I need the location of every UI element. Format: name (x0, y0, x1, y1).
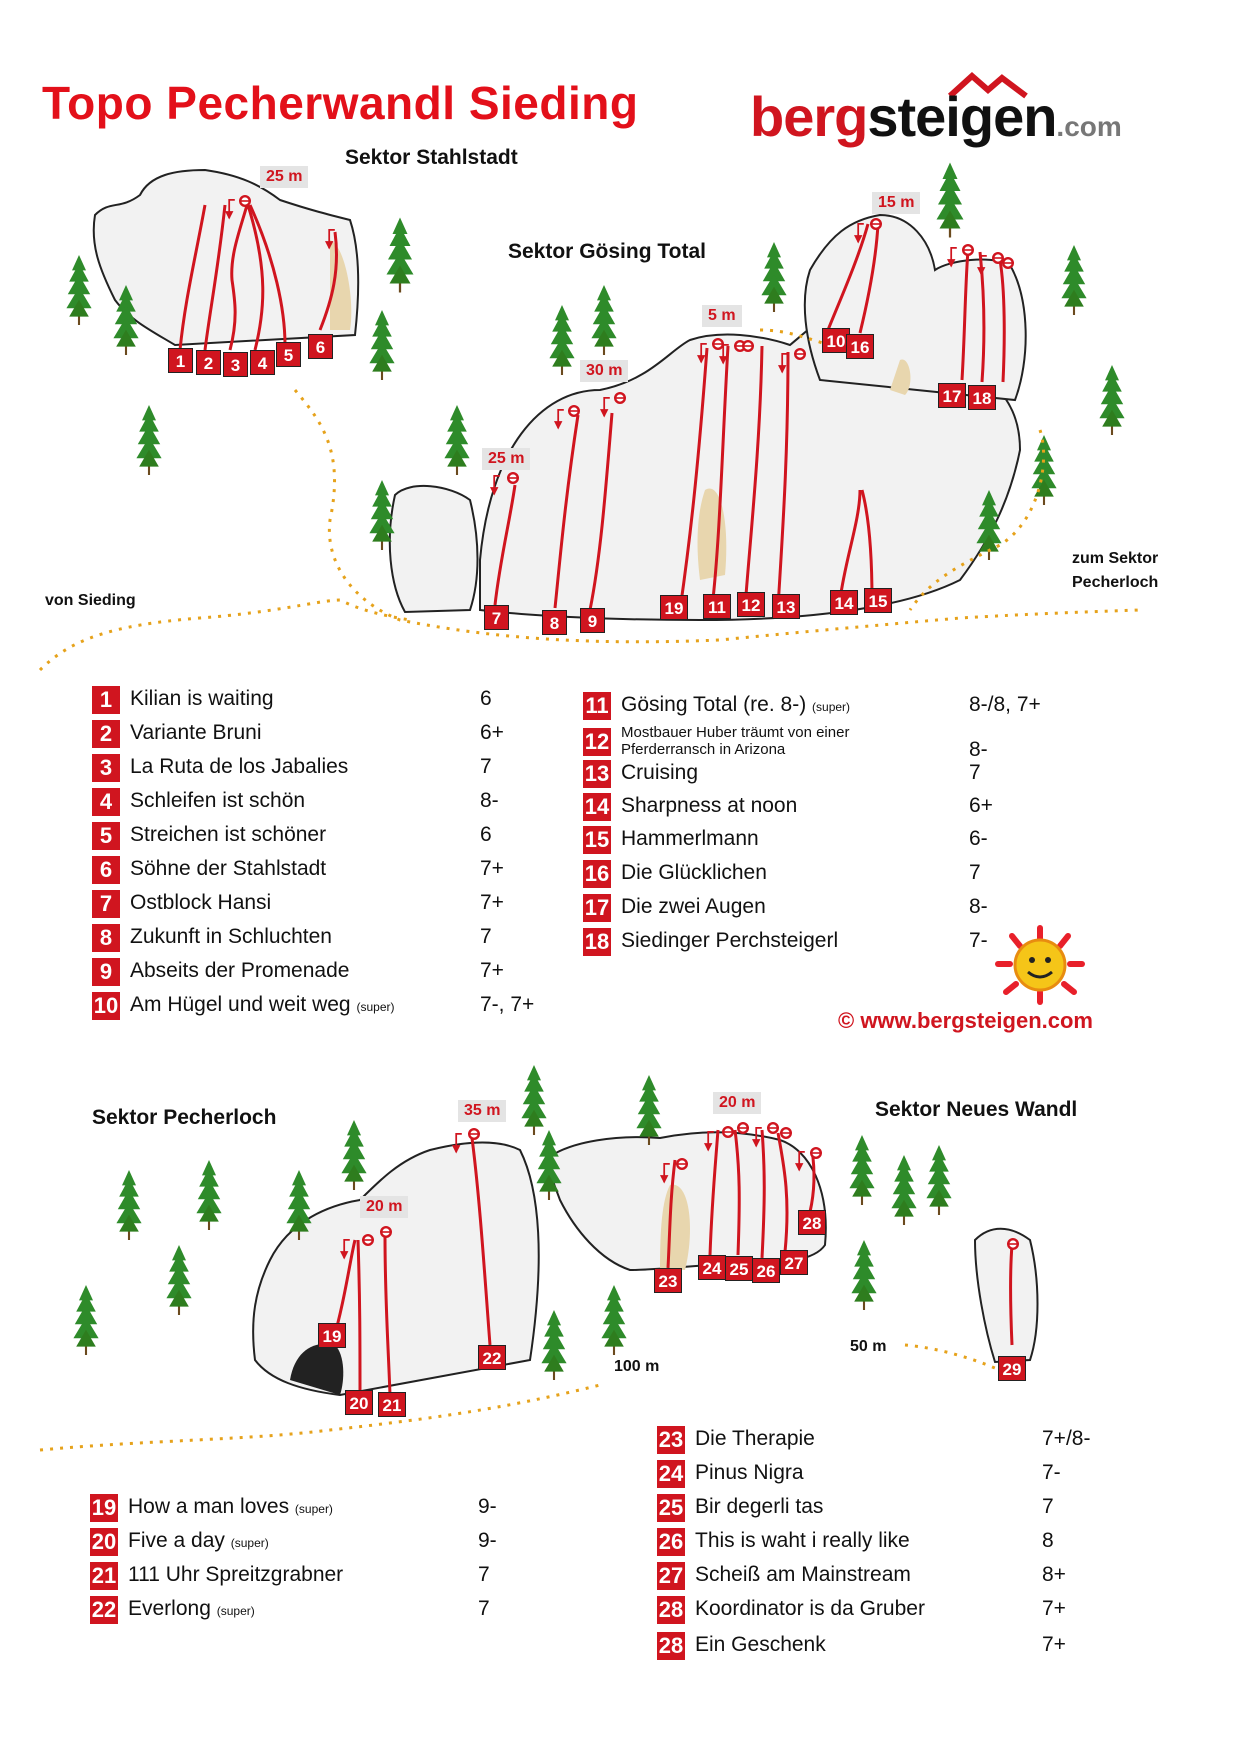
route-number: 22 (91, 1597, 117, 1622)
route-badge[interactable]: 6 (308, 334, 333, 359)
route-name: Am Hügel und weit weg (super) (130, 993, 395, 1016)
route-number: 27 (658, 1563, 684, 1588)
route-badge[interactable]: 22 (478, 1345, 506, 1370)
label-pecherloch-direction: Pecherloch (1072, 574, 1159, 591)
route-number: 23 (658, 1427, 684, 1452)
route-grade: 9- (478, 1495, 497, 1518)
route-name: Variante Bruni (130, 721, 262, 744)
route-badge[interactable]: 20 (345, 1390, 373, 1415)
route-name: How a man loves (super) (128, 1495, 333, 1518)
route-badge[interactable]: 17 (938, 383, 966, 408)
sector-label-pecherloch: Sektor Pecherloch (92, 1106, 277, 1129)
route-number: 19 (91, 1495, 117, 1520)
route-grade: 6 (480, 823, 492, 846)
copyright-link[interactable]: © www.bergsteigen.com (838, 1008, 1093, 1033)
route-grade: 7 (478, 1597, 490, 1620)
route-name: La Ruta de los Jabalies (130, 755, 349, 778)
route-number: 7 (92, 890, 120, 918)
route-name: Gösing Total (re. 8-) (super) (621, 693, 851, 716)
route-name: Ostblock Hansi (130, 891, 272, 914)
route-grade: 7 (480, 925, 492, 948)
route-grade: 7+ (480, 857, 504, 880)
route-name: Die Therapie (695, 1427, 815, 1450)
route-name: Die Glücklichen (621, 861, 767, 884)
route-number: 13 (584, 761, 610, 786)
route-badge[interactable]: 19 (660, 595, 688, 620)
route-name: Zukunft in Schluchten (130, 925, 332, 948)
route-grade: 6+ (969, 794, 993, 817)
route-number: 10 (93, 993, 119, 1018)
route-badge[interactable]: 18 (968, 385, 996, 410)
sector-label-goesing: Sektor Gösing Total (508, 240, 706, 263)
route-badge[interactable]: 27 (780, 1250, 808, 1275)
route-badge[interactable]: 3 (223, 352, 248, 377)
route-number: 8 (92, 924, 120, 952)
route-number: 16 (584, 861, 610, 886)
route-grade: 7 (969, 861, 981, 884)
route-number: 18 (584, 929, 610, 954)
route-grade: 6 (480, 687, 492, 710)
route-name: Die zwei Augen (621, 895, 766, 918)
route-grade: 7+ (480, 959, 504, 982)
height-tag: 35 m (458, 1100, 506, 1122)
route-number: 24 (658, 1461, 684, 1486)
height-tag: 5 m (702, 305, 742, 327)
route-name: Streichen ist schöner (130, 823, 327, 846)
route-badge[interactable]: 21 (378, 1392, 406, 1417)
height-tag: 20 m (360, 1196, 408, 1218)
route-number: 15 (584, 827, 610, 852)
route-badge[interactable]: 19 (318, 1323, 346, 1348)
route-name: Ein Geschenk (695, 1633, 826, 1656)
route-grade: 7+ (480, 891, 504, 914)
route-name: Hammerlmann (621, 827, 759, 850)
route-badge[interactable]: 29 (998, 1356, 1026, 1381)
route-name: Siedinger Perchsteigerl (621, 929, 839, 952)
height-tag: 20 m (713, 1092, 761, 1114)
route-grade: 7+ (1042, 1597, 1066, 1620)
route-grade: 7-, 7+ (480, 993, 535, 1016)
route-badge[interactable]: 5 (276, 342, 301, 367)
route-badge[interactable]: 16 (846, 334, 874, 359)
route-grade: 7- (969, 929, 988, 952)
route-grade: 8- (969, 738, 988, 761)
label-distance-50: 50 m (850, 1338, 887, 1355)
height-tag: 25 m (482, 448, 530, 470)
route-grade: 7 (969, 761, 981, 784)
route-badge[interactable]: 1 (168, 348, 193, 373)
route-grade: 7 (480, 755, 492, 778)
label-zum-sektor: zum Sektor (1072, 550, 1159, 567)
route-badge[interactable]: 15 (864, 588, 892, 613)
route-number: 12 (584, 729, 610, 754)
height-tag: 15 m (872, 192, 920, 214)
route-badge[interactable]: 23 (654, 1268, 682, 1293)
sun-icon (990, 920, 1090, 1010)
route-badge[interactable]: 14 (830, 590, 858, 615)
label-distance-100: 100 m (614, 1358, 660, 1375)
route-number: 4 (92, 788, 120, 816)
route-grade: 7+/8- (1042, 1427, 1091, 1450)
route-number: 17 (584, 895, 610, 920)
route-badge[interactable]: 25 (725, 1256, 753, 1281)
route-badge[interactable]: 2 (196, 350, 221, 375)
route-grade: 9- (478, 1529, 497, 1552)
route-name: Abseits der Promenade (130, 959, 350, 982)
route-name: Koordinator is da Gruber (695, 1597, 925, 1620)
route-badge[interactable]: 26 (752, 1258, 780, 1283)
route-name: Five a day (super) (128, 1529, 269, 1552)
route-number: 6 (92, 856, 120, 884)
route-number: 14 (584, 794, 610, 819)
route-grade: 8- (480, 789, 499, 812)
route-name: Söhne der Stahlstadt (130, 857, 327, 880)
route-name: Kilian is waiting (130, 687, 274, 710)
route-badge[interactable]: 24 (698, 1255, 726, 1280)
route-number: 26 (658, 1529, 684, 1554)
route-number: 20 (91, 1529, 117, 1554)
route-grade: 7 (478, 1563, 490, 1586)
route-number: 5 (92, 822, 120, 850)
route-grade: 6+ (480, 721, 504, 744)
route-number: 21 (91, 1563, 117, 1588)
route-badge[interactable]: 28 (798, 1210, 826, 1235)
route-grade: 8-/8, 7+ (969, 693, 1041, 716)
route-name: Pinus Nigra (695, 1461, 804, 1484)
route-name: Scheiß am Mainstream (695, 1563, 911, 1586)
route-name: Schleifen ist schön (130, 789, 306, 812)
route-grade: 8 (1042, 1529, 1054, 1552)
route-grade: 7- (1042, 1461, 1061, 1484)
route-number: 25 (658, 1495, 684, 1520)
route-name: Bir degerli tas (695, 1495, 824, 1518)
route-number: 1 (92, 686, 120, 714)
route-number: 9 (92, 958, 120, 986)
label-von-sieding: von Sieding (45, 592, 136, 609)
route-grade: 7+ (1042, 1633, 1066, 1656)
route-badge[interactable]: 4 (250, 350, 275, 375)
route-badge[interactable]: 9 (580, 608, 605, 633)
route-name: Mostbauer Huber träumt von einer Pferderransch in Arizona (621, 724, 850, 758)
route-number: 28 (658, 1597, 684, 1622)
route-number: 11 (583, 692, 611, 720)
sector-label-stahlstadt: Sektor Stahlstadt (345, 146, 518, 169)
route-badge[interactable]: 12 (737, 592, 765, 617)
route-grade: 8+ (1042, 1563, 1066, 1586)
route-number: 2 (92, 720, 120, 748)
route-badge[interactable]: 10 (822, 328, 850, 353)
route-grade: 7 (1042, 1495, 1054, 1518)
route-badge[interactable]: 11 (703, 594, 731, 619)
page-title: Topo Pecherwandl Sieding (42, 77, 639, 129)
route-badge[interactable]: 13 (772, 594, 800, 619)
route-name: Sharpness at noon (621, 794, 798, 817)
route-name: 111 Uhr Spreitzgrabner (128, 1563, 344, 1586)
route-name: Everlong (super) (128, 1597, 255, 1620)
route-grade: 6- (969, 827, 988, 850)
route-number: 3 (92, 754, 120, 782)
height-tag: 25 m (260, 166, 308, 188)
height-tag: 30 m (580, 360, 628, 382)
sector-label-neues-wandl: Sektor Neues Wandl (875, 1098, 1078, 1121)
route-badge[interactable]: 8 (542, 610, 567, 635)
route-name: This is waht i really like (695, 1529, 910, 1552)
route-badge[interactable]: 7 (484, 605, 509, 630)
route-number: 28 (658, 1633, 684, 1658)
route-grade: 8- (969, 895, 988, 918)
route-name: Cruising (621, 761, 699, 784)
logo-wordmark: bergsteigen.com (750, 85, 1122, 148)
